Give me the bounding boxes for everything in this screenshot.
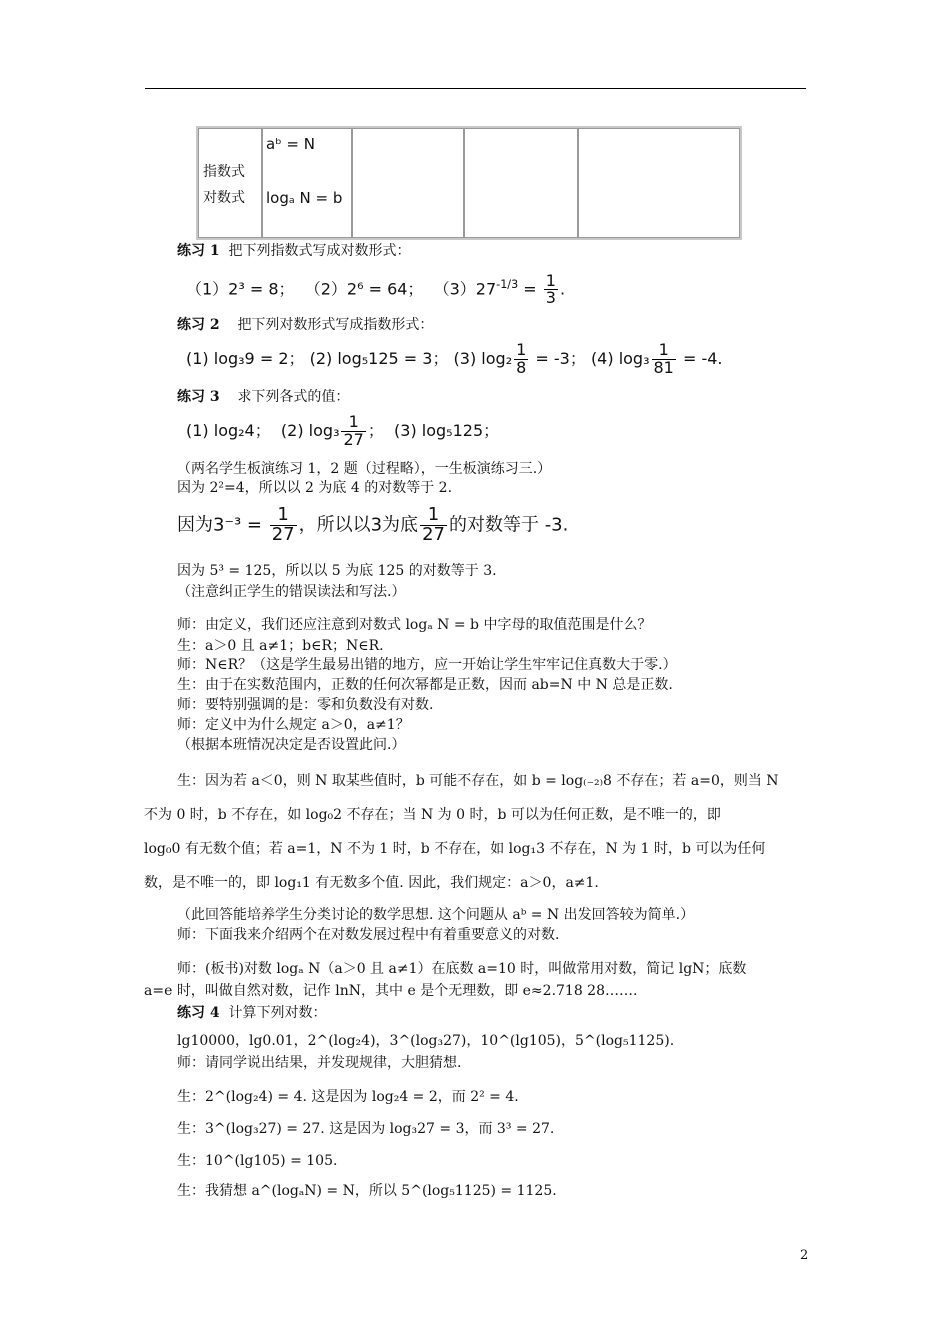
comparison-table xyxy=(196,126,742,240)
table-empty-cell-3 xyxy=(578,128,740,238)
exercise-2-heading: 练习 2 把下列对数形式写成指数形式： xyxy=(177,317,434,333)
reason-base-3: 因为3⁻³ = $\frac{1}{27}$ ，所以以3为底 $\frac{1}{27}$ 的对数等于 -3. xyxy=(177,504,569,545)
exercise-3-items: (1) log₂4； (2) log₃ $\frac{1}{27}$ ； (3) log₅125； xyxy=(186,412,500,449)
common-log-definition-line-2: a=e 时，叫做自然对数，记作 lnN，其中 e 是个无理数，即 e≈2.718 28……. xyxy=(144,983,638,999)
table-formula-cell xyxy=(262,128,352,238)
label-logarithmic: 对数式 xyxy=(203,190,245,206)
student-explanation-line-3: log₀0 有无数个值；若 a=1，N 不为 1 时，b 不存在，如 log₁3 不存在，N 为 1 时，b 可以为任何 xyxy=(144,841,766,857)
teacher-question-range: 师：由定义，我们还应注意到对数式 logₐ N = b 中字母的取值范围是什么？ xyxy=(177,617,652,633)
student-answer-range: 生：a＞0 且 a≠1；b∈R；N∈R. xyxy=(177,638,384,654)
common-log-definition-line-1: 师：(板书)对数 logₐ N（a＞0 且 a≠1）在底数 a=10 时，叫做常用对数，简记 lgN；底数 xyxy=(177,961,747,977)
exercise-1-items: （1）2³ = 8； （2）2⁶ = 64； $(3)27^{-1/3}$ = $\frac{1}{3}$ . xyxy=(186,270,566,308)
exercise-2-items: (1) log₃9 = 2； (2) log₅125 = 3； (3) log₂ $\frac{1}{8}$ = -3； (4) log₃ $\frac{1}{81}$ = -4. xyxy=(186,340,723,377)
exp-form: aᵇ = N xyxy=(266,135,315,153)
table-label-cell xyxy=(198,128,262,238)
student-explanation-line-2: 不为 0 时，b 不存在，如 log₀2 不存在；当 N 为 0 时，b 可以为任何正数，是不唯一的，即 xyxy=(144,807,721,823)
teacher-zero-negative: 师：要特别强调的是：零和负数没有对数. xyxy=(177,697,434,713)
exercise-4-list: lg10000，lg0.01，2^(log₂4)，3^(log₃27)，10^(lg105)，5^(log₅1125). xyxy=(177,1033,675,1049)
note-classification-thinking: （此回答能培养学生分类讨论的数学思想. 这个问题从 aᵇ = N 出发回答较为简单.） xyxy=(177,907,695,923)
table-empty-cell-2 xyxy=(464,128,578,238)
student-explanation-line-4: 数，是不唯一的，即 log₁1 有无数多个值. 因此，我们规定：a＞0，a≠1. xyxy=(144,875,599,891)
student-explanation-line-1: 生：因为若 a＜0，则 N 取某些值时，b 可能不存在，如 b = log₍₋₂₎8 不存在；若 a=0，则当 N xyxy=(177,773,779,789)
teacher-introduce-logs: 师：下面我来介绍两个在对数发展过程中有着重要意义的对数. xyxy=(177,927,560,943)
reason-base-2: 因为 2²=4，所以以 2 为底 4 的对数等于 2. xyxy=(177,480,453,496)
exercise-3-heading: 练习 3 求下列各式的值： xyxy=(177,389,350,405)
student-result-3: 生：10^(lg105) = 105. xyxy=(177,1153,338,1169)
note-class-situation: （根据本班情况决定是否设置此问.） xyxy=(177,737,406,753)
teacher-guess-prompt: 师：请同学说出结果，并发现规律，大胆猜想. xyxy=(177,1055,462,1071)
label-exponential: 指数式 xyxy=(203,164,245,180)
reason-base-5: 因为 5³ = 125，所以以 5 为底 125 的对数等于 3. xyxy=(177,563,497,579)
exercise-4-heading: 练习 4 计算下列对数： xyxy=(177,1005,327,1021)
student-conjecture: 生：我猜想 a^(logₐN) = N，所以 5^(log₅1125) = 1125. xyxy=(177,1183,557,1199)
student-result-1: 生：2^(log₂4) = 4. 这是因为 log₂4 = 2，而 2² = 4. xyxy=(177,1089,519,1105)
student-result-2: 生：3^(log₃27) = 27. 这是因为 log₃27 = 3，而 3³ = 27. xyxy=(177,1121,555,1137)
table-empty-cell-1 xyxy=(352,128,464,238)
note-correct-errors: （注意纠正学生的错误读法和写法.） xyxy=(177,584,406,600)
note-board-work: （两名学生板演练习 1，2 题（过程略），一生板演练习三.） xyxy=(177,461,552,477)
page-number: 2 xyxy=(800,1248,809,1263)
teacher-emphasis-n: 师：N∈R？（这是学生最易出错的地方，应一开始让学生牢牢记住真数大于零.） xyxy=(177,657,677,673)
header-rule xyxy=(145,88,806,89)
teacher-why-a: 师：定义中为什么规定 a＞0，a≠1？ xyxy=(177,717,410,733)
exercise-1-heading: 练习 1 把下列指数式写成对数形式： xyxy=(177,243,411,259)
log-form: logₐ N = b xyxy=(266,189,343,207)
student-positive-power: 生：由于在实数范围内，正数的任何次幂都是正数，因而 ab=N 中 N 总是正数. xyxy=(177,677,673,693)
